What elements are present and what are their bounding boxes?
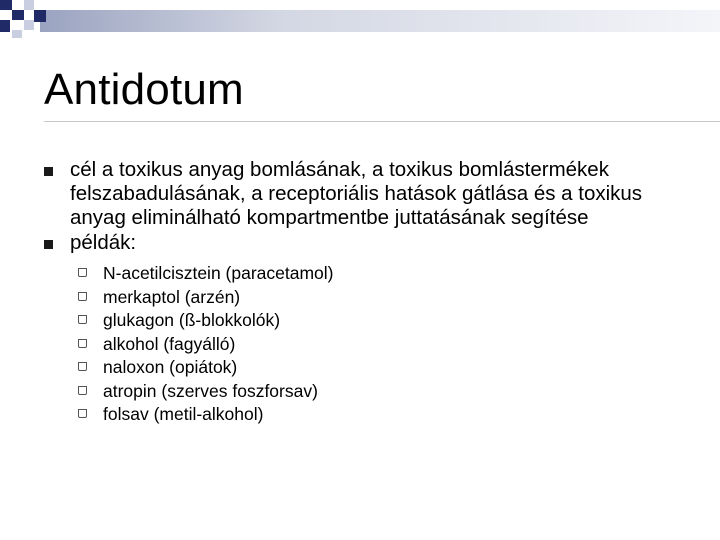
list-item <box>78 309 684 333</box>
bullet-item-examples <box>44 231 684 427</box>
list-item <box>78 333 684 357</box>
list-item <box>78 286 684 310</box>
list-item <box>78 262 684 286</box>
square-bullet-icon <box>44 240 53 249</box>
page-title: Antidotum <box>44 65 244 114</box>
hollow-square-bullet-icon <box>78 268 87 277</box>
list-item <box>78 403 684 427</box>
bullet-list <box>44 158 684 428</box>
example-text: folsav (metil-alkohol) <box>103 404 264 424</box>
example-text: N-acetilcisztein (paracetamol) <box>103 263 334 283</box>
list-item <box>78 356 684 380</box>
square-bullet-icon <box>44 167 53 176</box>
hollow-square-bullet-icon <box>78 339 87 348</box>
example-text: naloxon (opiátok) <box>103 357 238 377</box>
hollow-square-bullet-icon <box>78 409 87 418</box>
hollow-square-bullet-icon <box>78 315 87 324</box>
example-text: alkohol (fagyálló) <box>103 333 236 354</box>
example-text: merkaptol (arzén) <box>103 286 241 307</box>
bullet-text: példák: <box>70 231 137 254</box>
hollow-square-bullet-icon <box>78 292 87 301</box>
bullet-item-goal <box>44 158 684 230</box>
hollow-square-bullet-icon <box>78 386 87 395</box>
title-divider <box>44 121 720 122</box>
hollow-square-bullet-icon <box>78 362 87 371</box>
example-text: atropin (szerves foszforsav) <box>103 380 318 401</box>
examples-list <box>70 262 684 427</box>
example-text: glukagon (ß-blokkolók) <box>103 310 281 330</box>
list-item <box>78 380 684 404</box>
header-decoration <box>0 0 720 40</box>
bullet-text: cél a toxikus anyag bomlásának, a toxikus bomlástermékek felszabadulásának, a receptoriális hatások gátlása és a toxikus anyag eliminálható kompartmentbe juttatásának segítése <box>70 158 643 229</box>
